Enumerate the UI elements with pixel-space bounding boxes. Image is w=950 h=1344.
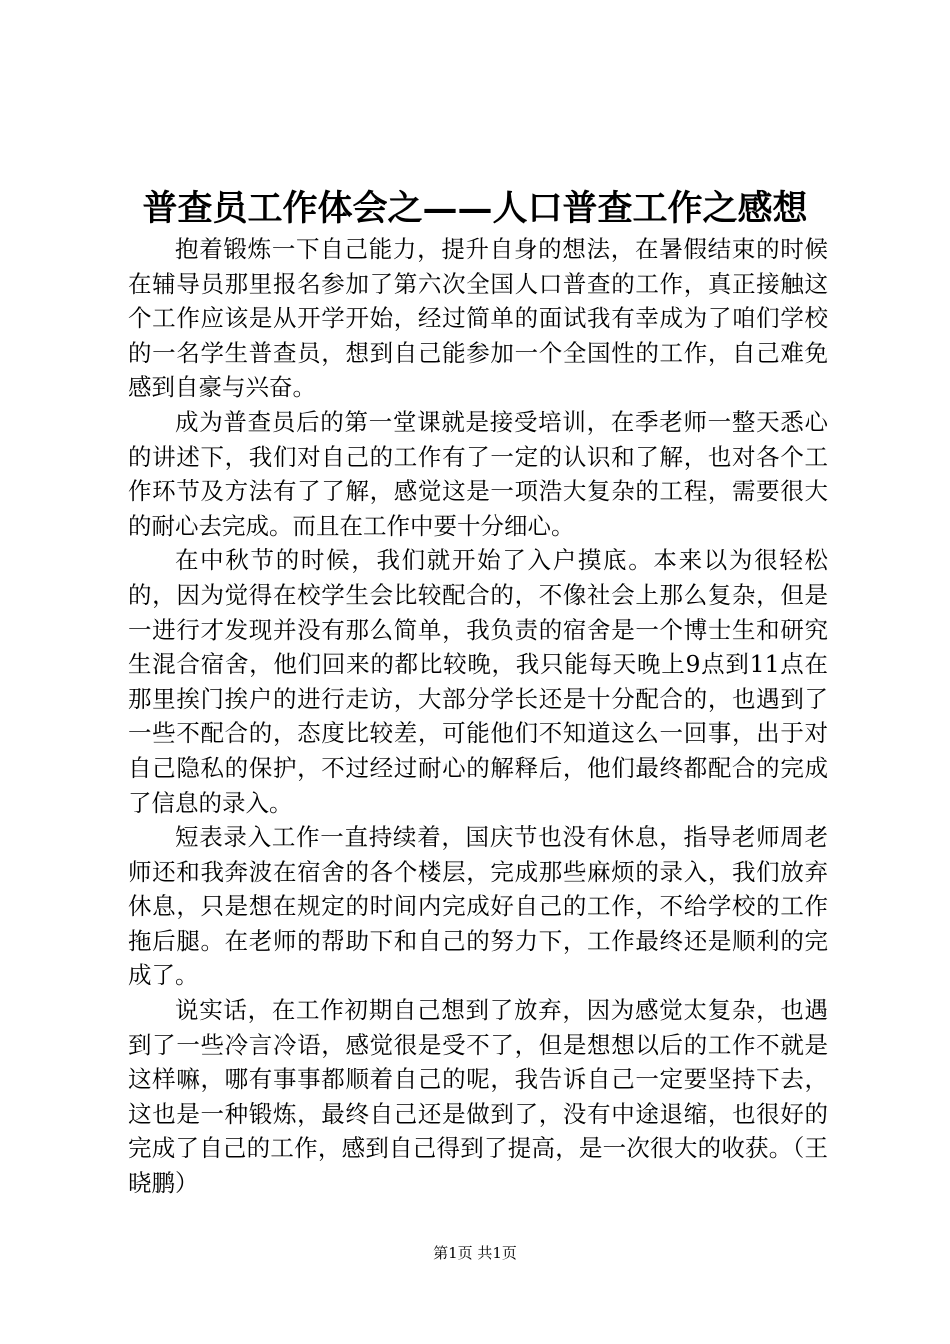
paragraph: 抱着锻炼一下自己能力，提升自身的想法，在暑假结束的时候在辅导员那里报名参加了第六次全国人口普查的工作，真正接触这个工作应该是从开学开始，经过简单的面试我有幸成为了咱们学校的一名学生普查员，想到自己能参加一个全国性的工作，自己难免感到自豪与兴奋。 bbox=[128, 235, 828, 402]
page-number-footer: 第1页 共1页 bbox=[433, 1244, 517, 1262]
document-title: 普查员工作体会之——人口普查工作之感想 bbox=[142, 188, 808, 229]
paragraph: 成为普查员后的第一堂课就是接受培训，在季老师一整天悉心的讲述下，我们对自己的工作有了一定的认识和了解，也对各个工作环节及方法有了了解，感觉这是一项浩大复杂的工程，需要很大的耐心去完成。而且在工作中要十分细心。 bbox=[128, 407, 828, 540]
document-body bbox=[128, 232, 828, 1201]
paragraph: 短表录入工作一直持续着，国庆节也没有休息，指导老师周老师还和我奔波在宿舍的各个楼层，完成那些麻烦的录入，我们放弃休息，只是想在规定的时间内完成好自己的工作，不给学校的工作拖后腿。在老师的帮助下和自己的努力下，工作最终还是顺利的完成了。 bbox=[128, 823, 828, 990]
paragraph: 说实话，在工作初期自己想到了放弃，因为感觉太复杂，也遇到了一些冷言冷语，感觉很是受不了，但是想想以后的工作不就是这样嘛，哪有事事都顺着自己的呢，我告诉自己一定要坚持下去，这也是一种锻炼，最终自己还是做到了，没有中途退缩，也很好的完成了自己的工作，感到自己得到了提高，是一次很大的收获。（王晓鹏） bbox=[128, 996, 828, 1198]
paragraph: 在中秋节的时候，我们就开始了入户摸底。本来以为很轻松的，因为觉得在校学生会比较配合的，不像社会上那么复杂，但是一进行才发现并没有那么简单，我负责的宿舍是一个博士生和研究生混合宿舍，他们回来的都比较晚，我只能每天晚上9点到11点在那里挨门挨户的进行走访，大部分学长还是十分配合的，也遇到了一些不配合的，态度比较差，可能他们不知道这么一回事，出于对自己隐私的保护，不过经过耐心的解释后，他们最终都配合的完成了信息的录入。 bbox=[128, 546, 828, 817]
